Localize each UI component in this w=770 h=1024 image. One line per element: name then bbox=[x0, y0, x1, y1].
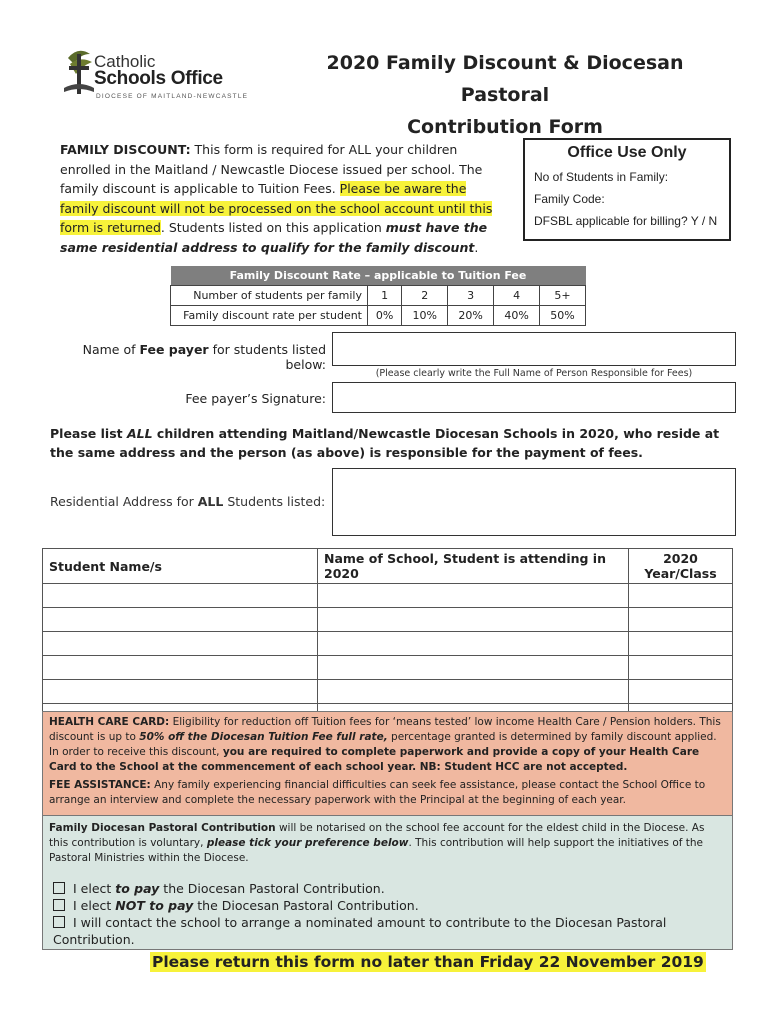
hcc-paragraph bbox=[49, 715, 726, 775]
discount-rate-table bbox=[170, 266, 586, 326]
rate-cell: 4 bbox=[494, 286, 540, 306]
address-label-bold: ALL bbox=[197, 494, 224, 509]
option-pay[interactable] bbox=[53, 880, 726, 897]
intro-text2: . Students listed on this application bbox=[160, 220, 386, 235]
checkbox-not-pay[interactable] bbox=[53, 899, 65, 911]
return-deadline: Please return this form no later than Friday 22 November 2019 bbox=[152, 953, 704, 971]
logo bbox=[60, 44, 270, 104]
intro-text1: This form is required for ALL your children enrolled in the Maitland / Newcastle Diocese issued per school. The family discount is applicable to Tuition Fees. bbox=[60, 142, 483, 196]
checkbox-contact-school[interactable] bbox=[53, 916, 65, 928]
school-cell[interactable] bbox=[318, 608, 629, 632]
rate-cell: 40% bbox=[494, 306, 540, 326]
rate-row1-label: Number of students per family bbox=[171, 286, 368, 306]
rate-cell: 3 bbox=[448, 286, 494, 306]
pastoral-paragraph bbox=[49, 821, 726, 866]
intro-text3: . bbox=[474, 239, 479, 255]
col-year-line1: 2020 bbox=[663, 551, 698, 566]
logo-line2: Schools Office bbox=[94, 68, 223, 89]
fee-payer-label-bold: Fee payer bbox=[139, 342, 209, 357]
fee-assistance-paragraph bbox=[49, 778, 726, 808]
fee-payer-note: (Please clearly write the Full Name of Person Responsible for Fees) bbox=[375, 368, 693, 379]
fee-payer-label-pre: Name of bbox=[82, 342, 140, 357]
rate-cell: 10% bbox=[402, 306, 448, 326]
student-name-cell[interactable] bbox=[43, 680, 318, 704]
rate-cell: 50% bbox=[540, 306, 586, 326]
table-row bbox=[43, 632, 733, 656]
pastoral-emphasis: please tick your preference below bbox=[206, 837, 409, 849]
pastoral-text2: . This contribution will help support the initiatives of the Pastoral Ministries within the Diocese. bbox=[49, 837, 704, 864]
list-para-pre: Please list bbox=[50, 426, 127, 441]
opt2-post: the Diocesan Pastoral Contribution. bbox=[193, 898, 419, 913]
hcc-label: HEALTH CARE CARD: bbox=[49, 716, 170, 728]
signature-label: Fee payer’s Signature: bbox=[185, 391, 326, 406]
rate-cell: 5+ bbox=[540, 286, 586, 306]
col-school-name: Name of School, Student is attending in 2020 bbox=[318, 549, 629, 584]
signature-input[interactable] bbox=[332, 382, 736, 413]
rate-cell: 1 bbox=[368, 286, 402, 306]
hcc-emphasis: 50% off the Diocesan Tuition Fee full rate, bbox=[139, 731, 388, 743]
fee-payer-label-post: for students listed below: bbox=[208, 342, 326, 372]
page-title bbox=[280, 47, 730, 143]
table-row bbox=[43, 656, 733, 680]
list-para-post: children attending Maitland/Newcastle Diocesan Schools in 2020, who reside at the same address and the person (as above) is responsible for the payment of fees. bbox=[50, 426, 720, 460]
office-use-box bbox=[523, 138, 731, 241]
table-row bbox=[43, 608, 733, 632]
col-year-class bbox=[629, 549, 733, 584]
intro-emphasis: must have the same residential address to qualify for the family discount bbox=[60, 220, 488, 255]
office-row-family-code: Family Code: bbox=[534, 192, 605, 206]
pastoral-label: Family Diocesan Pastoral Contribution bbox=[49, 822, 276, 834]
students-table bbox=[42, 548, 733, 728]
year-cell[interactable] bbox=[629, 656, 733, 680]
family-discount-intro bbox=[60, 140, 505, 257]
opt2-pre: I elect bbox=[73, 898, 116, 913]
checkbox-pay[interactable] bbox=[53, 882, 65, 894]
student-name-cell[interactable] bbox=[43, 632, 318, 656]
intro-highlight: Please be aware the family discount will not be processed on the school account until this form is returned bbox=[60, 181, 493, 235]
school-cell[interactable] bbox=[318, 656, 629, 680]
logo-line1: Catholic bbox=[94, 52, 156, 71]
col-student-name: Student Name/s bbox=[43, 549, 318, 584]
address-label-pre: Residential Address for bbox=[50, 494, 198, 509]
hcc-text3: In order to receive this discount, bbox=[49, 746, 223, 758]
opt2-em: NOT to pay bbox=[115, 898, 194, 913]
address-label-post: Students listed: bbox=[223, 494, 326, 509]
rate-row2-label: Family discount rate per student bbox=[171, 306, 368, 326]
school-cell[interactable] bbox=[318, 584, 629, 608]
fee-payer-name-input[interactable] bbox=[332, 332, 736, 366]
pastoral-text1: will be notarised on the school fee account for the eldest child in the Diocese. As this contribution is voluntary, bbox=[49, 822, 705, 849]
address-input[interactable] bbox=[332, 468, 736, 536]
list-children-instruction bbox=[50, 424, 730, 462]
opt1-post: the Diocesan Pastoral Contribution. bbox=[159, 881, 385, 896]
office-heading: Office Use Only bbox=[567, 144, 687, 161]
hcc-bold: you are required to complete paperwork and provide a copy of your Health Care Card to the School at the commencement of each school year. NB: Student HCC are not accepted. bbox=[49, 746, 700, 773]
year-cell[interactable] bbox=[629, 608, 733, 632]
fee-assistance-text: Any family experiencing financial difficulties can seek fee assistance, please contact the School Office to arrange an interview and complete the necessary paperwork with the Principal at the beginning of each year. bbox=[49, 779, 706, 806]
office-row-dfsbl: DFSBL applicable for billing? Y / N bbox=[534, 214, 718, 228]
student-name-cell[interactable] bbox=[43, 584, 318, 608]
option-not-pay[interactable] bbox=[53, 897, 726, 914]
rate-cell: 0% bbox=[368, 306, 402, 326]
fee-payer-label bbox=[60, 342, 326, 372]
col-year-line2: Year/Class bbox=[644, 566, 717, 581]
rate-cell: 2 bbox=[402, 286, 448, 306]
address-label bbox=[50, 494, 325, 509]
logo-line3: DIOCESE OF MAITLAND-NEWCASTLE bbox=[96, 93, 249, 100]
list-para-all: ALL bbox=[126, 426, 153, 441]
opt1-em: to pay bbox=[115, 881, 160, 896]
office-row-students: No of Students in Family: bbox=[534, 170, 669, 184]
opt1-pre: I elect bbox=[73, 881, 116, 896]
rate-cell: 20% bbox=[448, 306, 494, 326]
student-name-cell[interactable] bbox=[43, 608, 318, 632]
health-care-card-section bbox=[42, 711, 733, 816]
opt3-text: I will contact the school to arrange a nominated amount to contribute to the Diocesan Pastoral Contribution. bbox=[53, 915, 667, 947]
school-cell[interactable] bbox=[318, 680, 629, 704]
year-cell[interactable] bbox=[629, 632, 733, 656]
fee-assistance-label: FEE ASSISTANCE: bbox=[49, 779, 151, 791]
hcc-text1: Eligibility for reduction off Tuition fees for ‘means tested’ low income Health Care / Pension holders. This discount is up to bbox=[49, 716, 721, 743]
year-cell[interactable] bbox=[629, 584, 733, 608]
title-line1: 2020 Family Discount & Diocesan Pastoral bbox=[326, 52, 684, 106]
intro-label: FAMILY DISCOUNT: bbox=[60, 142, 191, 157]
table-row bbox=[43, 584, 733, 608]
table-row bbox=[43, 680, 733, 704]
rate-table-header: Family Discount Rate – applicable to Tuition Fee bbox=[171, 266, 586, 286]
student-name-cell[interactable] bbox=[43, 656, 318, 680]
hcc-text2: percentage granted is determined by family discount applied. bbox=[387, 731, 717, 743]
title-line2: Contribution Form bbox=[407, 116, 603, 138]
pastoral-contribution-section bbox=[42, 816, 733, 950]
option-contact-school[interactable] bbox=[53, 914, 726, 948]
school-cell[interactable] bbox=[318, 632, 629, 656]
year-cell[interactable] bbox=[629, 680, 733, 704]
